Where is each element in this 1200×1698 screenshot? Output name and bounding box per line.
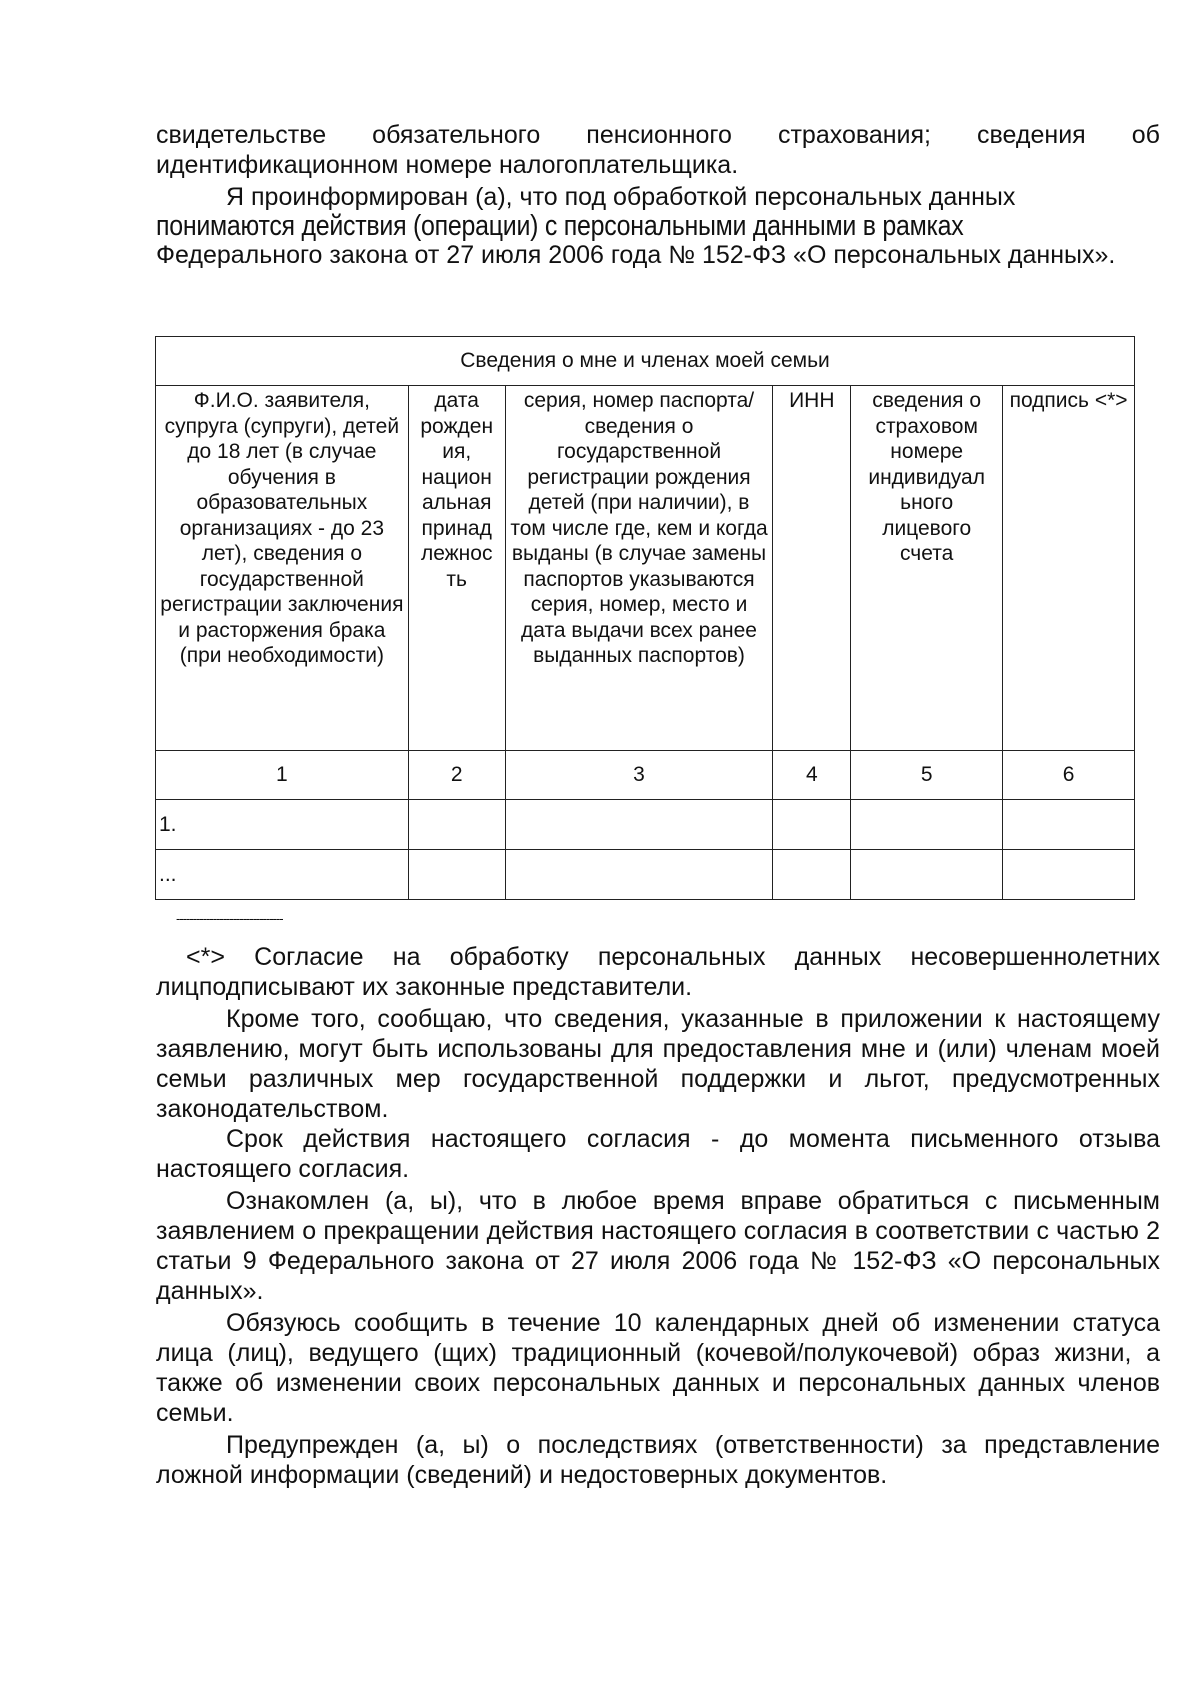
header-birth-date: дата рожден ия, национ альная принад лежнос ть — [408, 386, 505, 751]
column-number: 2 — [408, 751, 505, 800]
table-cell — [408, 850, 505, 900]
paragraph-informed-line3: Федерального закона от 27 июля 2006 года № 152-ФЗ «О персональных данных». — [156, 241, 1116, 269]
table-cell — [1003, 850, 1135, 900]
column-number: 5 — [851, 751, 1003, 800]
table-cell — [851, 800, 1003, 850]
table-cell — [773, 800, 851, 850]
header-signature: подпись <*> — [1003, 386, 1135, 751]
column-number: 6 — [1003, 751, 1135, 800]
row-label: ... — [156, 850, 409, 900]
table-cell — [851, 850, 1003, 900]
header-inn: ИНН — [773, 386, 851, 751]
table-cell — [505, 850, 773, 900]
column-number: 1 — [156, 751, 409, 800]
header-snils: сведения о страховом номере индивидуал ьного лицевого счета — [851, 386, 1003, 751]
table-caption: Сведения о мне и членах моей семьи — [156, 337, 1135, 386]
paragraph-informed-line2 — [156, 211, 1160, 241]
paragraph-pension-insurance: свидетельстве обязательного пенсионного страхования; сведения об идентификационном номере налогоплательщика. — [156, 121, 1160, 179]
informed-line2-text: понимаются действия (операции) с персональными данными в рамках — [156, 210, 964, 242]
row-label: 1. — [156, 800, 409, 850]
table-cell — [773, 850, 851, 900]
table-cell — [505, 800, 773, 850]
paragraph-informed-line1: Я проинформирован (а), что под обработкой персональных данных — [226, 183, 1016, 211]
paragraph-additional-info: Кроме того, сообщаю, что сведения, указанные в приложении к настоящему заявлению, могут быть использованы для предоставления мне и (или) членам моей семьи различных мер государственной поддержки и льгот, предусмотренных законодательством. — [156, 1005, 1160, 1123]
footnote-text: <*> Согласие на обработку персональных данных несовершеннолетних лицподписывают их законные представители. — [156, 943, 1160, 1001]
table-row — [156, 850, 1135, 900]
header-passport: серия, номер паспорта/сведения о государственной регистрации рождения детей (при наличии), в том числе где, кем и когда выданы (в случае замены паспортов указываются серия, номер, место и дата выдачи всех ранее выданных паспортов) — [505, 386, 773, 751]
table-row — [156, 800, 1135, 850]
table-cell — [408, 800, 505, 850]
family-info-table — [155, 336, 1135, 900]
column-number: 3 — [505, 751, 773, 800]
paragraph-consent-term: Срок действия настоящего согласия - до момента письменного отзыва настоящего согласия. — [156, 1125, 1160, 1183]
column-number: 4 — [773, 751, 851, 800]
footnote-separator: -------------------------------- — [176, 911, 283, 926]
paragraph-obligation: Обязуюсь сообщить в течение 10 календарных дней об изменении статуса лица (лиц), ведущего (щих) традиционный (кочевой/полукочевой) образ жизни, а также об изменении своих персональных данных и персональных данных членов семьи. — [156, 1309, 1160, 1427]
paragraph-warning: Предупрежден (а, ы) о последствиях (ответственности) за представление ложной информации (сведений) и недостоверных документов. — [156, 1431, 1160, 1489]
paragraph-withdrawal: Ознакомлен (а, ы), что в любое время вправе обратиться с письменным заявлением о прекращении действия настоящего согласия в соответствии с частью 2 статьи 9 Федерального закона от 27 июля 2006 года № 152-ФЗ «О персональных данных». — [156, 1187, 1160, 1305]
header-fio: Ф.И.О. заявителя, супруга (супруги), детей до 18 лет (в случае обучения в образовательных организациях - до 23 лет), сведения о государственной регистрации заключения и расторжения брака (при необходимости) — [156, 386, 409, 751]
table-cell — [1003, 800, 1135, 850]
